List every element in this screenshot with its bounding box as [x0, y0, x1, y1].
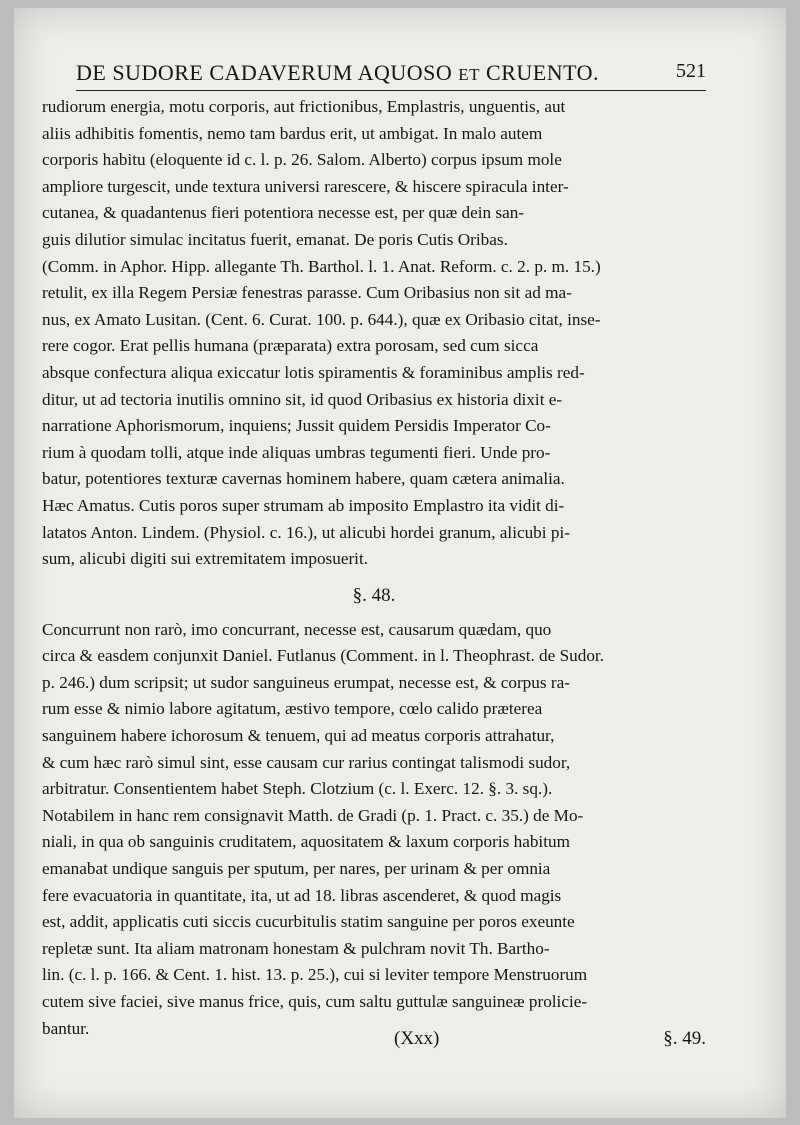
running-header	[76, 56, 706, 91]
text-line: rium à quodam tolli, atque inde aliquas umbras tegumenti fieri. Unde pro-	[42, 442, 551, 462]
signature-mark: (Xxx)	[394, 1028, 440, 1049]
text-line: absque confectura aliqua exiccatur lotis spiramentis & foraminibus amplis red-	[42, 362, 585, 382]
text-line: rudiorum energia, motu corporis, aut frictionibus, Emplastris, unguentis, aut	[42, 97, 566, 116]
running-title-conjunction: ET	[458, 65, 481, 84]
text-line: est, addit, applicatis cuti siccis cucurbitulis statim sanguine per poros exeunte	[42, 912, 575, 932]
text-line: emanabat undique sanguis per sputum, per nares, per urinam & per omnia	[42, 859, 551, 879]
book-page	[14, 8, 786, 1118]
text-line: Notabilem in hanc rem consignavit Matth. de Gradi (p. 1. Pract. c. 35.) de Mo-	[42, 805, 584, 825]
text-line: & cum hæc rarò simul sint, esse causam cur rarius contingat talismodi sudor,	[42, 752, 571, 772]
page-footer	[76, 1024, 706, 1060]
catchword: §. 49.	[663, 1028, 706, 1049]
text-line: ditur, ut ad tectoria inutilis omnino sit, id quod Oribasius ex historia dixit e-	[42, 389, 563, 409]
running-title-part: CRUENTO.	[480, 60, 600, 85]
text-line: (Comm. in Aphor. Hipp. allegante Th. Barthol. l. 1. Anat. Reform. c. 2. p. m. 15.)	[42, 256, 601, 276]
text-line: circa & easdem conjunxit Daniel. Futlanus (Comment. in l. Theophrast. de Sudor.	[42, 646, 604, 666]
paragraph-1	[42, 94, 706, 573]
text-line: aliis adhibitis fomentis, nemo tam bardus erit, ut ambigat. In malo autem	[42, 123, 543, 143]
text-line: p. 246.) dum scripsit; ut sudor sanguineus erumpat, necesse est, & corpus ra-	[42, 672, 570, 692]
running-title	[76, 60, 599, 86]
text-line: narratione Aphorismorum, inquiens; Jussit quidem Persidis Imperator Co-	[42, 416, 551, 436]
page-number: 521	[676, 60, 706, 82]
text-line: sanguinem habere ichorosum & tenuem, qui ad meatus corporis attrahatur,	[42, 726, 555, 746]
text-line: fere evacuatoria in quantitate, ita, ut ad 18. libras ascenderet, & quod magis	[42, 885, 562, 905]
text-line: repletæ sunt. Ita aliam matronam honestam & pulchram novit Th. Bartho-	[42, 938, 550, 958]
text-line: cutanea, & quadantenus fieri potentiora necesse est, per quæ dein san-	[42, 203, 525, 223]
body-text	[42, 94, 706, 1042]
text-line: bantur.	[42, 1018, 90, 1038]
text-line: lin. (c. l. p. 166. & Cent. 1. hist. 13. p. 25.), cui si leviter tempore Menstruorum	[42, 965, 588, 985]
section-heading: §. 48.	[352, 584, 396, 606]
paragraph-2	[42, 617, 706, 1043]
text-line: corporis habitu (eloquente id c. l. p. 26. Salom. Alberto) corpus ipsum mole	[42, 150, 562, 170]
text-line: Hæc Amatus. Cutis poros super strumam ab imposito Emplastro ita vidit di-	[42, 495, 565, 515]
text-line: sum, alicubi digiti sui extremitatem imposuerit.	[42, 549, 369, 569]
text-line: latatos Anton. Lindem. (Physiol. c. 16.), ut alicubi hordei granum, alicubi pi-	[42, 522, 570, 542]
text-line: Concurrunt non rarò, imo concurrant, necesse est, causarum quædam, quo	[42, 619, 552, 639]
text-line: retulit, ex illa Regem Persiæ fenestras parasse. Cum Oribasius non sit ad ma-	[42, 283, 572, 303]
text-line: nus, ex Amato Lusitan. (Cent. 6. Curat. 100. p. 644.), quæ ex Oribasio citat, inse-	[42, 309, 601, 329]
text-line: cutem sive faciei, sive manus frice, quis, cum saltu guttulæ sanguineæ prolicie-	[42, 992, 588, 1011]
text-line: batur, potentiores texturæ cavernas hominem habere, quam cætera animalia.	[42, 469, 565, 489]
running-title-part: DE SUDORE CADAVERUM AQUOSO	[76, 60, 459, 85]
text-line: guis dilutior simulac incitatus fuerit, emanat. De poris Cutis Oribas.	[42, 229, 508, 249]
text-line: rere cogor. Erat pellis humana (præparata) extra porosam, sed cum sicca	[42, 336, 539, 356]
text-line: arbitratur. Consentientem habet Steph. Clotzium (c. l. Exerc. 12. §. 3. sq.).	[42, 779, 553, 799]
text-line: ampliore turgescit, unde textura universi rarescere, & hiscere spiracula inter-	[42, 176, 569, 196]
text-line: niali, in qua ob sanguinis cruditatem, aquositatem & laxum corporis habitum	[42, 832, 570, 852]
text-line: rum esse & nimio labore agitatum, æstivo tempore, cœlo calido præterea	[42, 699, 543, 719]
